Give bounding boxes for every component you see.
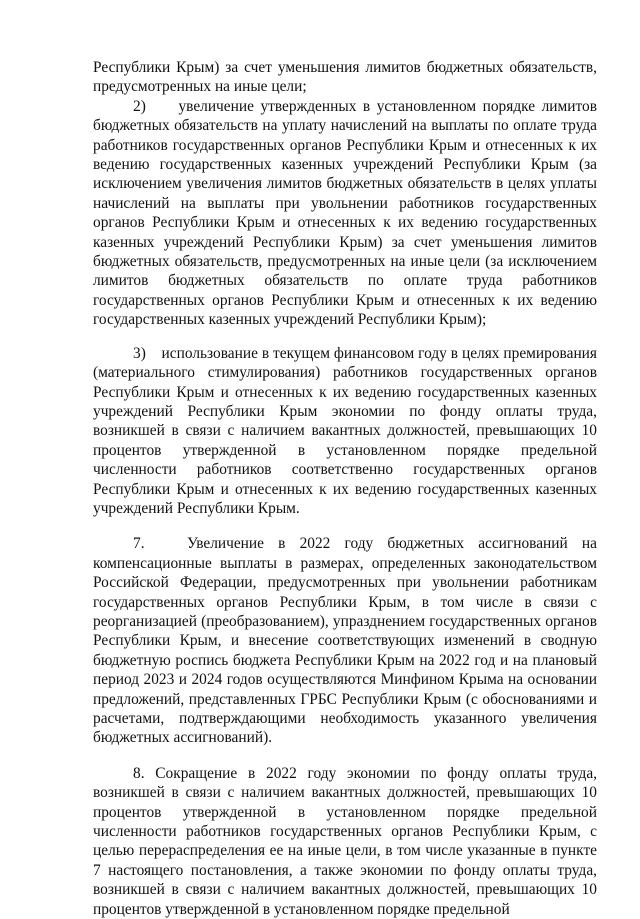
paragraph-item-3: 3) использование в текущем финансовом году в целях премирования (материального стимулирования) работников государственных органов Республики Крым и отнесенных к их ведению государственных казенных учреждений Республики Крым экономии по фонду оплаты труда, возникшей в связи с наличием вакантных должностей, превышающих 10 процентов утвержденной в установленном порядке предельной численности работников соответственно государственных органов Республики Крым и отнесенных к их ведению государственных казенных учреждений Республики Крым. [93,344,597,517]
paragraph-continuation: Республики Крым) за счет уменьшения лимитов бюджетных обязательств, предусмотренных на иные цели; [93,59,597,96]
paragraph-point-8: 8. Сокращение в 2022 году экономии по фонду оплаты труда, возникшей в связи с наличием вакантных должностей, превышающих 10 процентов утвержденной в установленном порядке предельной численности работников государственных органов Республики Крым, с целью перераспределения ее на иные цели, в том числе указанные в пункте 7 настоящего постановления, а также экономии по фонду оплаты труда, возникшей в связи с наличием вакантных должностей, превышающих 10 процентов утвержденной в установленном порядке предельной [93,764,597,918]
paragraph-point-7: 7. Увеличение в 2022 году бюджетных ассигнований на компенсационные выплаты в размерах, определенных законодательством Российской Федерации, предусмотренных при увольнении работникам государственных органов Республики Крым, в том числе в связи с реорганизацией (преобразованием), упразднением государственных органов Республики Крым, и внесение соответствующих изменений в сводную бюджетную роспись бюджета Республики Крым на 2022 год и на плановый период 2023 и 2024 годов осуществляются Минфином Крыма на основании предложений, представленных ГРБС Республики Крым (с обоснованиями и расчетами, подтверждающими необходимость указанного увеличения бюджетных ассигнований). [93,535,597,747]
document-page [93,58,597,919]
paragraph-item-2: 2) увеличение утвержденных в установленном порядке лимитов бюджетных обязательств на уплату начислений на выплаты по оплате труда работников государственных органов Республики Крым и отнесенных к их ведению государственных казенных учреждений Республики Крым (за исключением увеличения лимитов бюджетных обязательств в целях уплаты начислений на выплаты при увольнении работников государственных органов Республики Крым и отнесенных к их ведению государственных казенных учреждений Республики Крым) за счет уменьшения лимитов бюджетных обязательств, предусмотренных на иные цели (за исключением лимитов бюджетных обязательств по оплате труда работников государственных органов Республики Крым и отнесенных к их ведению государственных казенных учреждений Республики Крым); [93,97,597,329]
